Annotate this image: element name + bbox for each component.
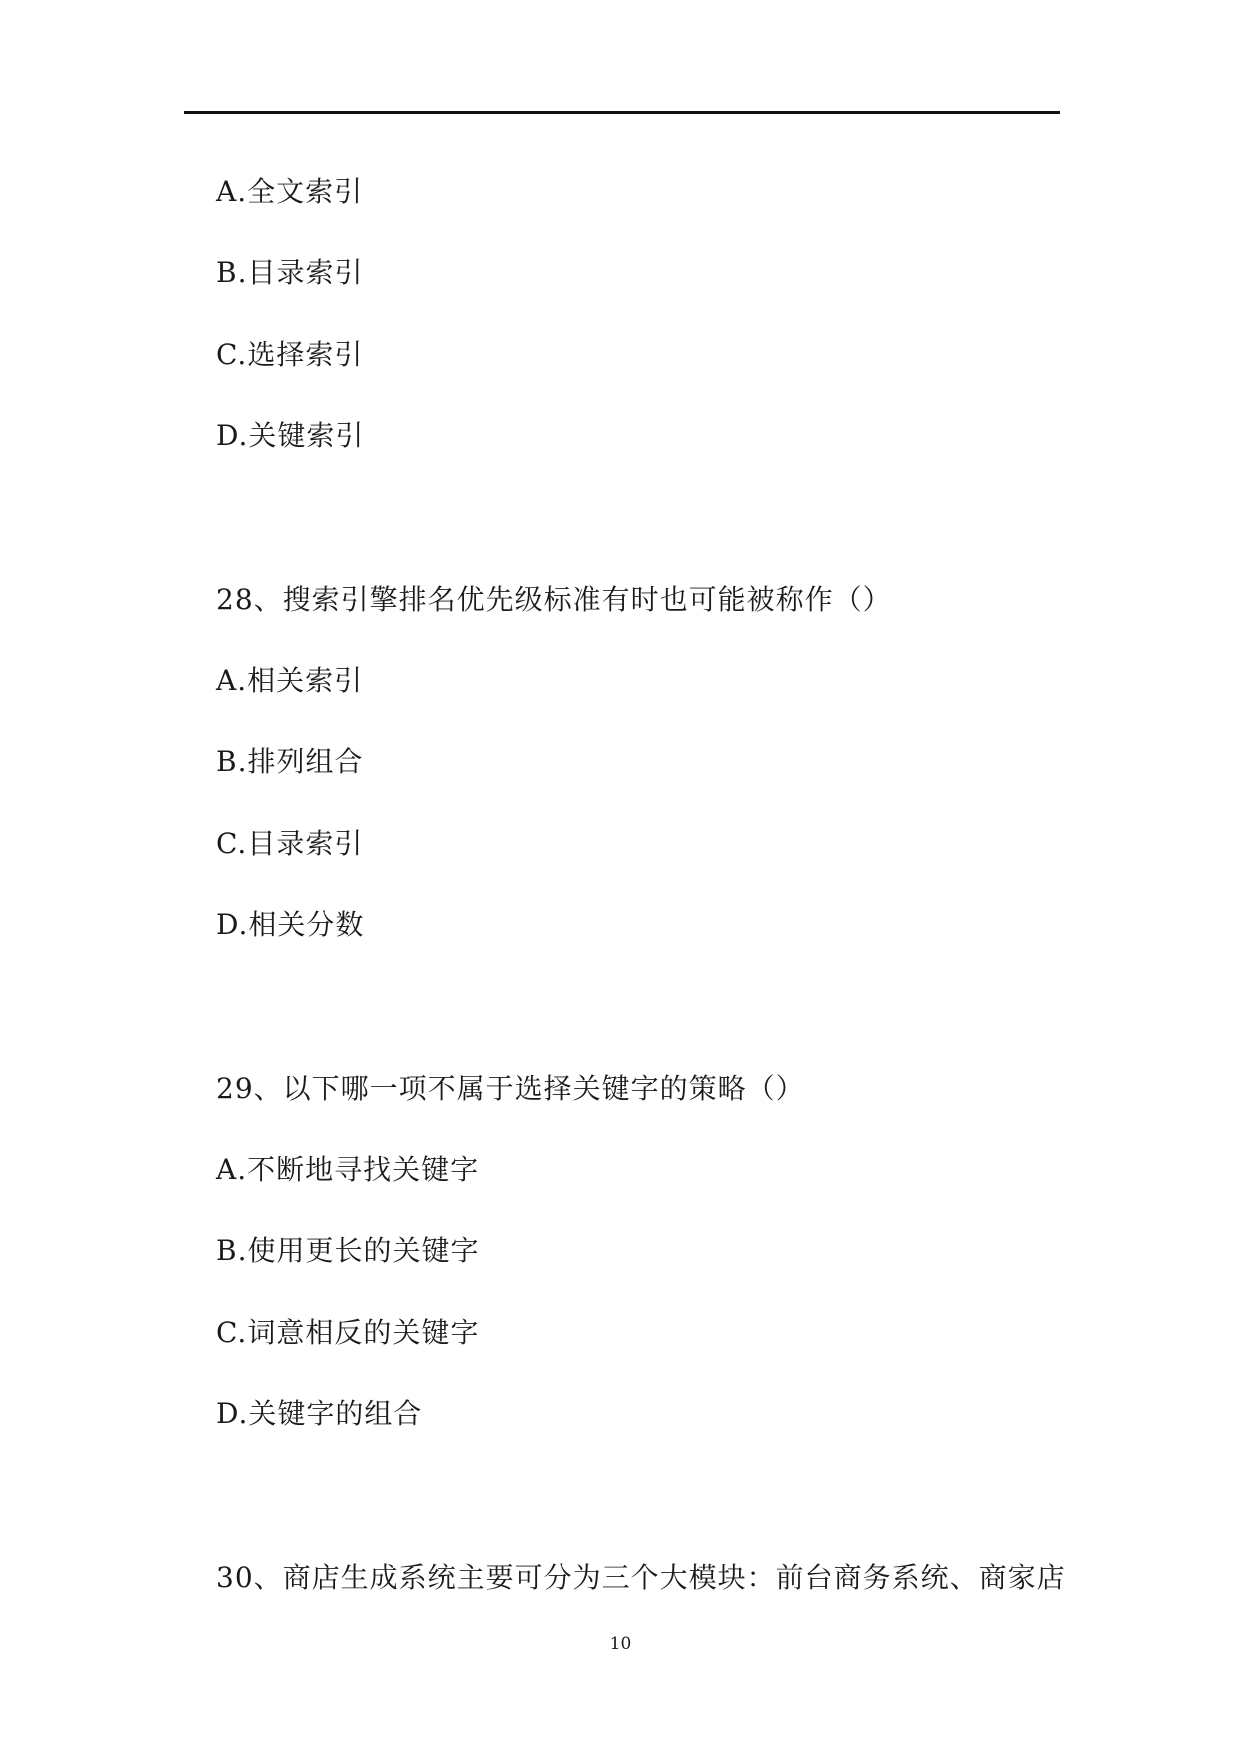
q30-question: 30、商店生成系统主要可分为三个大模块：前台商务系统、商家店 — [216, 1561, 1066, 1594]
q29-question: 29、以下哪一项不属于选择关键字的策略（） — [216, 1072, 805, 1105]
q28-option-d: D.相关分数 — [216, 908, 365, 941]
q27-option-b: B.目录索引 — [216, 256, 364, 289]
q29-option-b: B.使用更长的关键字 — [216, 1234, 480, 1267]
q28-question: 28、搜索引擎排名优先级标准有时也可能被称作（） — [216, 583, 892, 616]
q28-option-b: B.排列组合 — [216, 745, 364, 778]
q29-option-a: A.不断地寻找关键字 — [216, 1153, 480, 1186]
q27-option-d: D.关键索引 — [216, 419, 365, 452]
q28-option-a: A.相关索引 — [216, 664, 364, 697]
q29-option-c: C.词意相反的关键字 — [216, 1316, 480, 1349]
q27-option-c: C.选择索引 — [216, 338, 364, 371]
q29-option-d: D.关键字的组合 — [216, 1397, 423, 1430]
page-number: 10 — [609, 1634, 632, 1654]
q27-option-a: A.全文索引 — [216, 175, 364, 208]
header-rule — [184, 111, 1060, 114]
q28-option-c: C.目录索引 — [216, 827, 364, 860]
